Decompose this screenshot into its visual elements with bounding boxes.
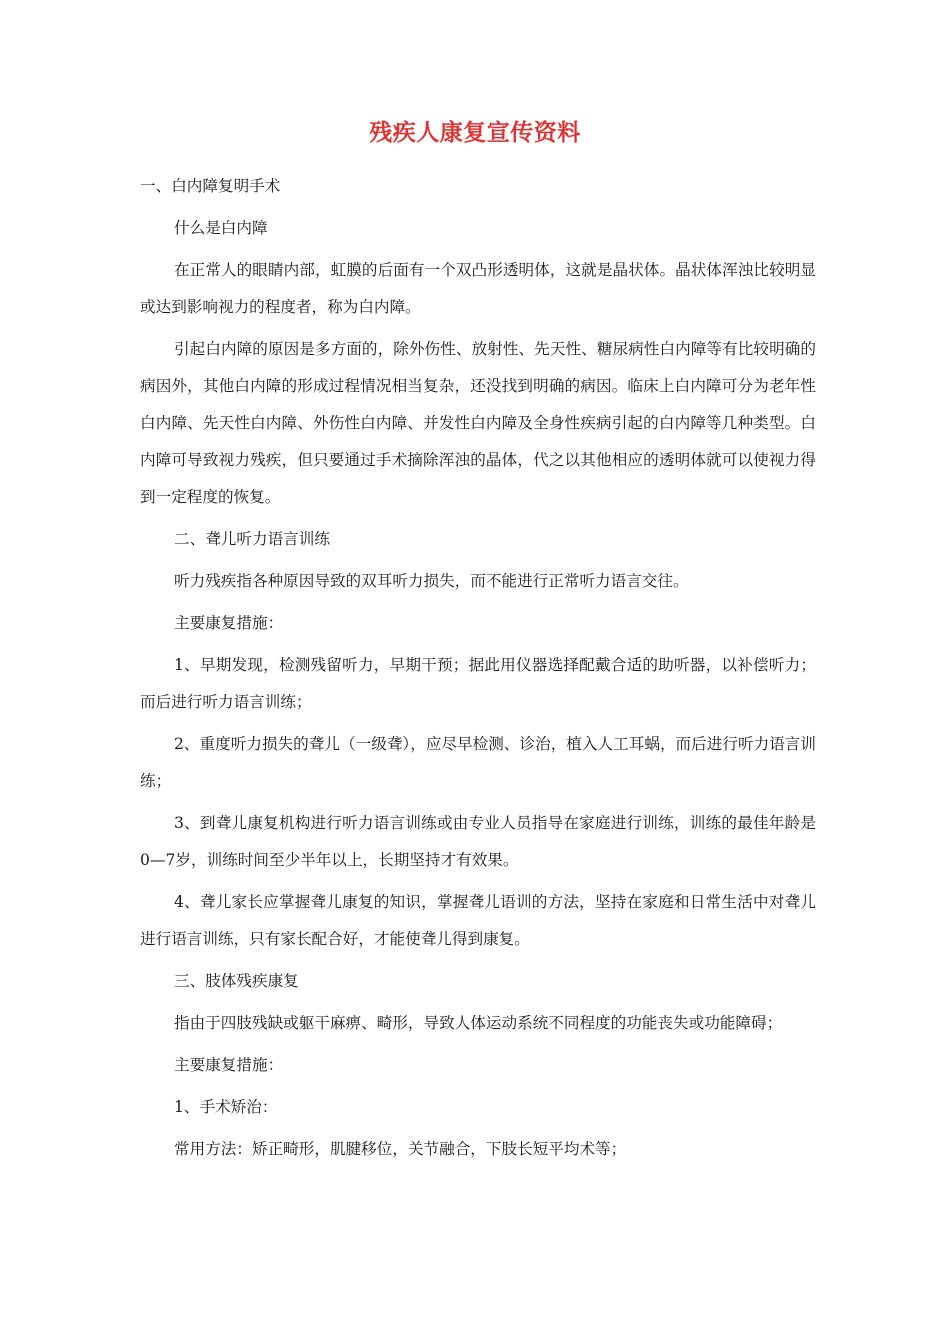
paragraph: 引起白内障的原因是多方面的，除外伤性、放射性、先天性、糖尿病性白内障等有比较明确的病因外，其他白内障的形成过程情况相当复杂，还没找到明确的病因。临床上白内障可分为老年性白内障、先天性白内障、外伤性白内障、并发性白内障及全身性疾病引起的白内障等几种类型。白内障可导致视力残疾，但只要通过手术摘除浑浊的晶体，代之以其他相应的透明体就可以使视力得到一定程度的恢复。 <box>140 340 816 506</box>
paragraph: 什么是白内障 <box>174 219 268 237</box>
paragraph: 一、白内障复明手术 <box>140 177 281 195</box>
paragraph: 4、聋儿家长应掌握聋儿康复的知识，掌握聋儿语训的方法，坚持在家庭和日常生活中对聋儿进行语言训练，只有家长配合好，才能使聋儿得到康复。 <box>140 893 816 948</box>
paragraph: 三、肢体残疾康复 <box>174 972 299 990</box>
paragraph: 指由于四肢残缺或躯干麻痹、畸形，导致人体运动系统不同程度的功能丧失或功能障碍； <box>174 1014 783 1032</box>
paragraph: 主要康复措施： <box>174 1056 284 1074</box>
paragraph: 常用方法：矫正畸形，肌腱移位，关节融合，下肢长短平均术等； <box>174 1140 627 1158</box>
document-body <box>140 168 816 1173</box>
document-title: 残疾人康复宣传资料 <box>369 120 581 146</box>
paragraph: 在正常人的眼睛内部，虹膜的后面有一个双凸形透明体，这就是晶状体。晶状体浑浊比较明显或达到影响视力的程度者，称为白内障。 <box>140 261 816 316</box>
paragraph: 3、到聋儿康复机构进行听力语言训练或由专业人员指导在家庭进行训练，训练的最佳年龄是0—7岁，训练时间至少半年以上，长期坚持才有效果。 <box>140 814 816 869</box>
paragraph: 二、聋儿听力语言训练 <box>174 530 330 548</box>
paragraph: 1、手术矫治： <box>174 1098 278 1116</box>
paragraph: 2、重度听力损失的聋儿（一级聋），应尽早检测、诊治，植入人工耳蜗，而后进行听力语言训练； <box>140 735 816 790</box>
paragraph: 1、早期发现，检测残留听力，早期干预；据此用仪器选择配戴合适的助听器，以补偿听力；而后进行听力语言训练； <box>140 656 816 711</box>
paragraph: 听力残疾指各种原因导致的双耳听力损失，而不能进行正常听力语言交往。 <box>174 572 689 590</box>
paragraph: 主要康复措施： <box>174 614 284 632</box>
